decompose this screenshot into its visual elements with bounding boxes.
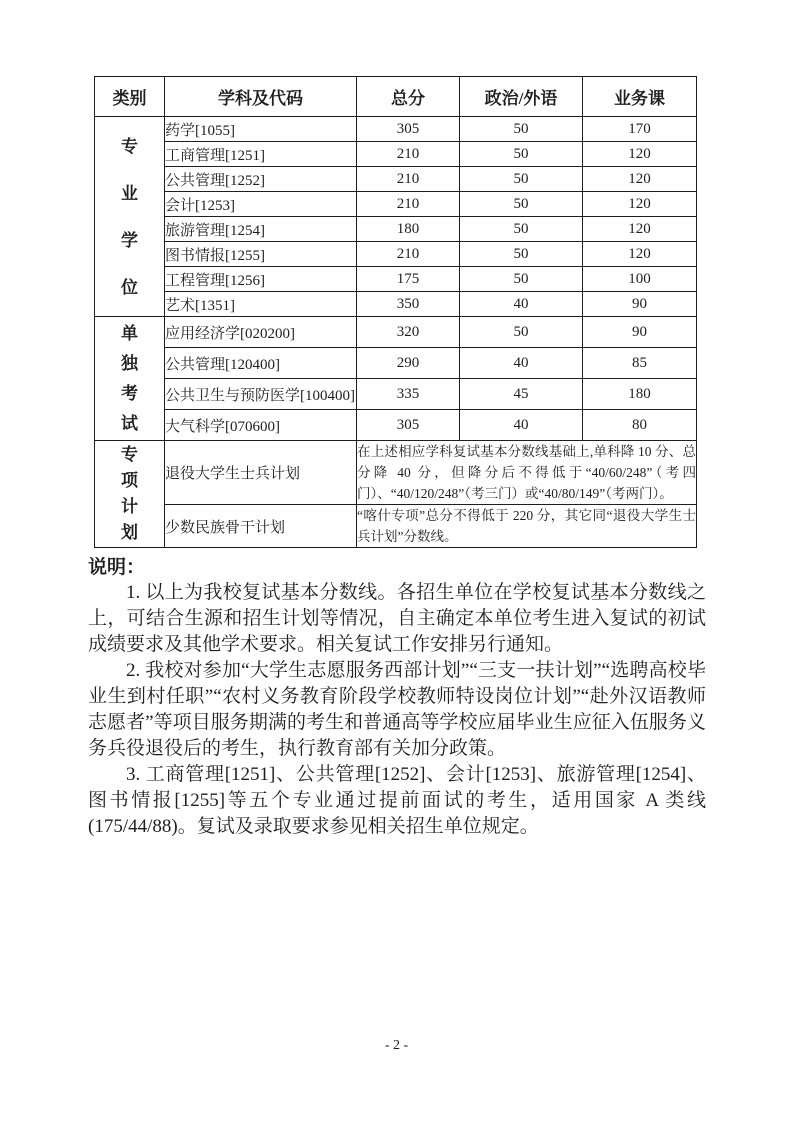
politics-score-cell: 50 bbox=[460, 217, 583, 242]
subject-cell: 艺术[1351] bbox=[165, 292, 357, 317]
table-row bbox=[95, 267, 697, 292]
table-row bbox=[95, 348, 697, 379]
business-score-cell: 90 bbox=[583, 317, 697, 348]
politics-score-cell: 40 bbox=[460, 348, 583, 379]
table-row bbox=[95, 217, 697, 242]
subject-cell: 工商管理[1251] bbox=[165, 142, 357, 167]
page-number: - 2 - bbox=[384, 1038, 409, 1053]
total-score-cell: 305 bbox=[357, 117, 460, 142]
header-subject: 学科及代码 bbox=[165, 77, 357, 117]
category-cell-special-plan bbox=[95, 441, 165, 548]
table-row bbox=[95, 167, 697, 192]
table-row bbox=[95, 410, 697, 441]
subject-cell: 应用经济学[020200] bbox=[165, 317, 357, 348]
total-score-cell: 175 bbox=[357, 267, 460, 292]
total-score-cell: 210 bbox=[357, 192, 460, 217]
total-score-cell: 180 bbox=[357, 217, 460, 242]
subject-cell: 会计[1253] bbox=[165, 192, 357, 217]
document-page bbox=[88, 76, 706, 840]
category-label: 专业学位 bbox=[121, 136, 138, 297]
notes-section bbox=[88, 555, 706, 840]
header-category: 类别 bbox=[95, 77, 165, 117]
table-row bbox=[95, 505, 697, 548]
total-score-cell: 350 bbox=[357, 292, 460, 317]
business-score-cell: 170 bbox=[583, 117, 697, 142]
business-score-cell: 120 bbox=[583, 167, 697, 192]
category-cell-separate-exam bbox=[95, 317, 165, 441]
header-business: 业务课 bbox=[583, 77, 697, 117]
special-plan-note-cell: “喀什专项”总分不得低于 220 分，其它同“退役大学生士兵计划”分数线。 bbox=[357, 505, 697, 548]
table-row bbox=[95, 292, 697, 317]
business-score-cell: 100 bbox=[583, 267, 697, 292]
subject-cell: 公共管理[120400] bbox=[165, 348, 357, 379]
special-plan-note-cell: 在上述相应学科复试基本分数线基础上,单科降 10 分、总分降 40 分，但降分后不得低于“40/60/248”（考四门）、“40/120/248”（考三门）或“40/80/149”（考两门）。 bbox=[357, 441, 697, 505]
total-score-cell: 305 bbox=[357, 410, 460, 441]
subject-cell: 旅游管理[1254] bbox=[165, 217, 357, 242]
politics-score-cell: 50 bbox=[460, 117, 583, 142]
politics-score-cell: 40 bbox=[460, 410, 583, 441]
category-label: 专项计划 bbox=[121, 445, 138, 542]
table-row bbox=[95, 192, 697, 217]
total-score-cell: 210 bbox=[357, 142, 460, 167]
business-score-cell: 120 bbox=[583, 192, 697, 217]
politics-score-cell: 50 bbox=[460, 142, 583, 167]
politics-score-cell: 50 bbox=[460, 267, 583, 292]
business-score-cell: 85 bbox=[583, 348, 697, 379]
total-score-cell: 290 bbox=[357, 348, 460, 379]
subject-cell: 退役大学生士兵计划 bbox=[165, 441, 357, 505]
politics-score-cell: 45 bbox=[460, 379, 583, 410]
subject-cell: 大气科学[070600] bbox=[165, 410, 357, 441]
total-score-cell: 210 bbox=[357, 167, 460, 192]
notes-title: 说明： bbox=[88, 557, 146, 578]
table-row bbox=[95, 441, 697, 505]
subject-cell: 药学[1055] bbox=[165, 117, 357, 142]
score-line-table bbox=[94, 76, 697, 548]
politics-score-cell: 50 bbox=[460, 192, 583, 217]
table-row bbox=[95, 142, 697, 167]
category-cell-professional-degree bbox=[95, 117, 165, 317]
business-score-cell: 120 bbox=[583, 217, 697, 242]
business-score-cell: 80 bbox=[583, 410, 697, 441]
subject-cell: 工程管理[1256] bbox=[165, 267, 357, 292]
subject-cell: 公共管理[1252] bbox=[165, 167, 357, 192]
table-header-row bbox=[95, 77, 697, 117]
politics-score-cell: 50 bbox=[460, 242, 583, 267]
politics-score-cell: 50 bbox=[460, 317, 583, 348]
table-row bbox=[95, 379, 697, 410]
total-score-cell: 320 bbox=[357, 317, 460, 348]
header-politics: 政治/外语 bbox=[460, 77, 583, 117]
business-score-cell: 120 bbox=[583, 142, 697, 167]
politics-score-cell: 50 bbox=[460, 167, 583, 192]
subject-cell: 图书情报[1255] bbox=[165, 242, 357, 267]
note-paragraph-1: 1. 以上为我校复试基本分数线。各招生单位在学校复试基本分数线之上，可结合生源和招生计划等情况，自主确定本单位考生进入复试的初试成绩要求及其他学术要求。相关复试工作安排另行通知。 bbox=[88, 582, 706, 655]
business-score-cell: 90 bbox=[583, 292, 697, 317]
header-total: 总分 bbox=[357, 77, 460, 117]
business-score-cell: 180 bbox=[583, 379, 697, 410]
table-row bbox=[95, 317, 697, 348]
total-score-cell: 335 bbox=[357, 379, 460, 410]
table-row bbox=[95, 117, 697, 142]
category-label: 单独考试 bbox=[121, 323, 138, 433]
politics-score-cell: 40 bbox=[460, 292, 583, 317]
note-paragraph-2: 2. 我校对参加“大学生志愿服务西部计划”“三支一扶计划”“选聘高校毕业生到村任职”“农村义务教育阶段学校教师特设岗位计划”“赴外汉语教师志愿者”等项目服务期满的考生和普通高等学校应届毕业生应征入伍服务义务兵役退役后的考生，执行教育部有关加分政策。 bbox=[88, 660, 706, 759]
table-row bbox=[95, 242, 697, 267]
business-score-cell: 120 bbox=[583, 242, 697, 267]
subject-cell: 少数民族骨干计划 bbox=[165, 505, 357, 548]
total-score-cell: 210 bbox=[357, 242, 460, 267]
note-paragraph-3: 3. 工商管理[1251]、公共管理[1252]、会计[1253]、旅游管理[1254]、图书情报[1255]等五个专业通过提前面试的考生，适用国家 A 类线(175/44/88)。复试及录取要求参见相关招生单位规定。 bbox=[88, 764, 706, 837]
subject-cell: 公共卫生与预防医学[100400] bbox=[165, 379, 357, 410]
